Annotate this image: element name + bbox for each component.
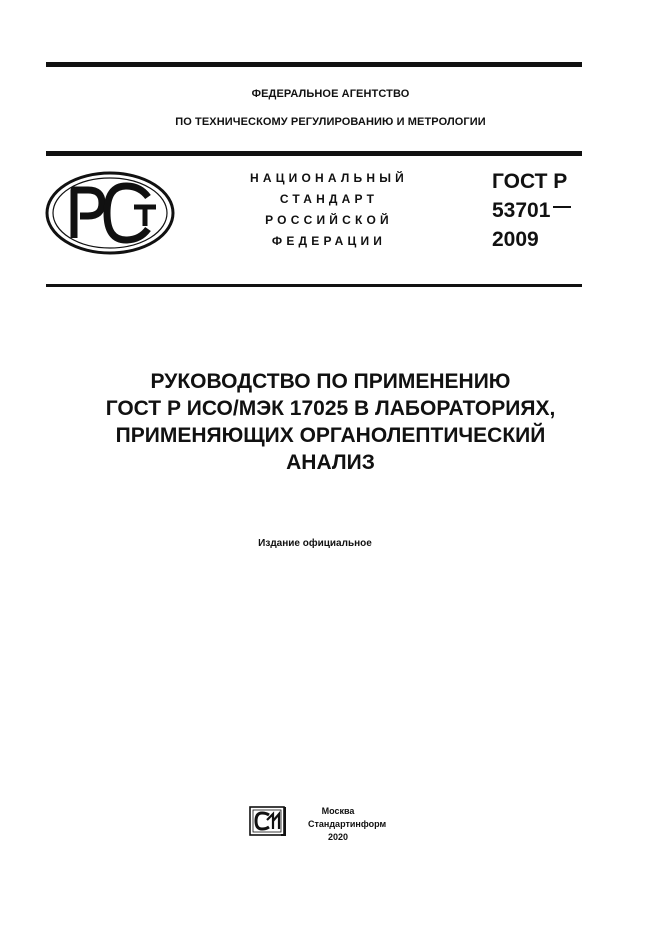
publisher-year: 2020 xyxy=(327,832,349,842)
top-rule xyxy=(46,62,582,67)
standartinform-logo-icon xyxy=(249,806,287,837)
designation-year: 2009 xyxy=(492,228,539,251)
title-line-4: АНАЛИЗ xyxy=(286,451,375,474)
edition-label: Издание официальное xyxy=(258,538,372,549)
designation-dash xyxy=(553,206,571,208)
publisher-block xyxy=(308,805,387,844)
agency-line-2: ПО ТЕХНИЧЕСКОМУ РЕГУЛИРОВАНИЮ И МЕТРОЛОГИИ xyxy=(175,116,486,128)
header-rule xyxy=(46,151,582,156)
national-standard-line-3: РОССИЙСКОЙ xyxy=(265,213,393,227)
designation-prefix: ГОСТ Р xyxy=(492,170,568,193)
national-standard-line-2: СТАНДАРТ xyxy=(279,192,379,206)
national-standard-label xyxy=(222,168,436,252)
document-title xyxy=(60,368,601,476)
national-standard-line-4: ФЕДЕРАЦИИ xyxy=(271,234,387,248)
publisher-city: Москва xyxy=(321,806,355,816)
designation-number: 53701 xyxy=(492,199,551,222)
national-standard-line-1: НАЦИОНАЛЬНЫЙ xyxy=(249,171,409,185)
agency-line-1: ФЕДЕРАЛЬНОЕ АГЕНТСТВО xyxy=(251,88,410,100)
title-line-1: РУКОВОДСТВО ПО ПРИМЕНЕНИЮ xyxy=(150,370,511,393)
standard-designation xyxy=(492,167,571,254)
rst-certification-mark-icon xyxy=(44,170,176,256)
designation-rule xyxy=(46,284,582,287)
title-line-3: ПРИМЕНЯЮЩИХ ОРГАНОЛЕПТИЧЕСКИЙ xyxy=(115,424,546,447)
title-line-2: ГОСТ Р ИСО/МЭК 17025 В ЛАБОРАТОРИЯХ, xyxy=(105,397,556,420)
publisher-name: Стандартинформ xyxy=(308,819,387,829)
